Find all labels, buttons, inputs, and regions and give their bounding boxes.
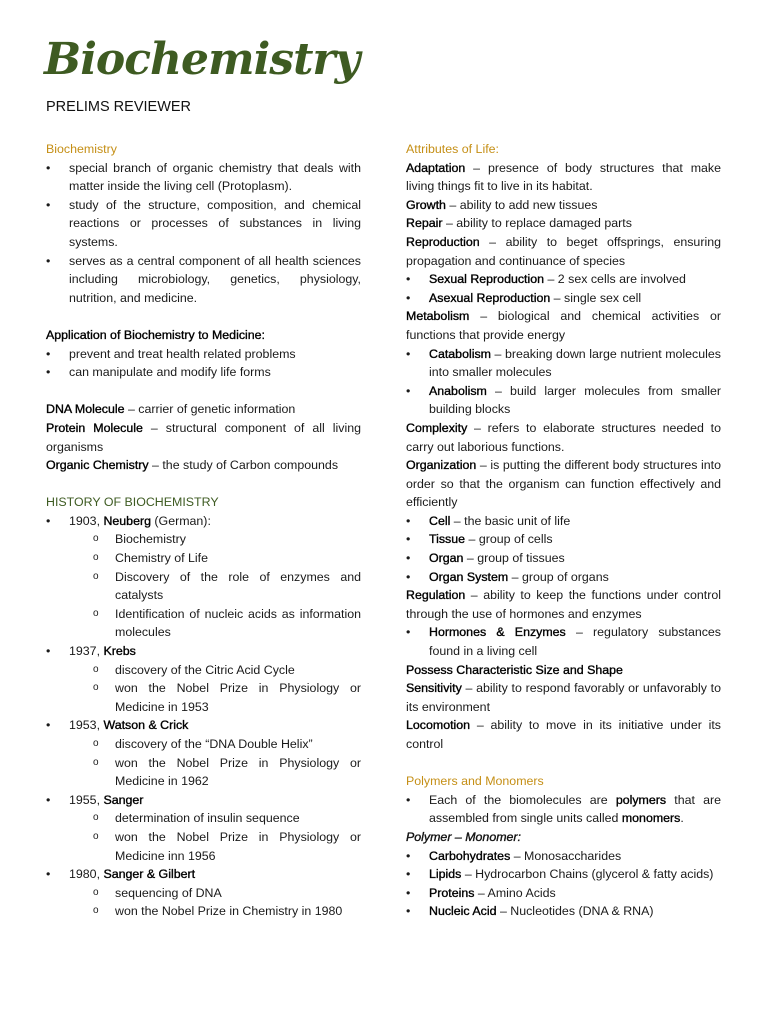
right-column — [406, 140, 721, 921]
list-item: • Organ System – group of organs — [406, 568, 721, 587]
list-item: o Identification of nucleic acids as information molecules — [93, 605, 361, 642]
attribute-organization: Organization – is putting the different body structures into order so that the organism can function effectively and efficiently — [406, 458, 721, 510]
list-item: o won the Nobel Prize in Physiology or Medicine in 1962 — [93, 754, 361, 791]
list-item: • special branch of organic chemistry that deals with matter inside the living cell (Protoplasm). — [46, 159, 361, 196]
history-heading: HISTORY OF BIOCHEMISTRY — [46, 495, 219, 510]
attribute-locomotion: Locomotion – ability to move in its initiative under its control — [406, 718, 721, 751]
list-item: • Anabolism – build larger molecules from smaller building blocks — [406, 382, 721, 419]
list-item: o Discovery of the role of enzymes and catalysts — [93, 568, 361, 605]
polymer-monomer-label: Polymer – Monomer: — [406, 829, 521, 844]
page-subtitle: PRELIMS REVIEWER — [46, 99, 192, 115]
list-item: o Biochemistry — [93, 530, 361, 549]
list-item: • can manipulate and modify life forms — [46, 363, 361, 382]
definition-dna: DNA Molecule – carrier of genetic information — [46, 402, 296, 417]
history-entry: • 1937, Krebs o discovery of the Citric Acid Cycle o won the Nobel Prize in Physiology or Medicine in 1953 — [46, 642, 361, 716]
history-entry: • 1980, Sanger & Gilbert o sequencing of DNA o won the Nobel Prize in Chemistry in 1980 — [46, 865, 361, 921]
list-item: • Sexual Reproduction – 2 sex cells are involved — [406, 270, 721, 289]
list-item: • Lipids – Hydrocarbon Chains (glycerol & fatty acids) — [406, 865, 721, 884]
biochemistry-list — [46, 159, 361, 308]
list-item: • prevent and treat health related problems — [46, 345, 361, 364]
list-item: • Cell – the basic unit of life — [406, 512, 721, 531]
regulation-list — [406, 623, 721, 660]
list-item: o discovery of the “DNA Double Helix” — [93, 735, 361, 754]
list-item: • Hormones & Enzymes – regulatory substances found in a living cell — [406, 623, 721, 660]
attribute-reproduction: Reproduction – ability to beget offsprings, ensuring propagation and continuance of species — [406, 234, 721, 268]
list-item: o Chemistry of Life — [93, 549, 361, 568]
list-item: • Carbohydrates – Monosaccharides — [406, 847, 721, 866]
definition-protein: Protein Molecule – structural component of all living organisms — [46, 420, 361, 454]
polymers-intro-list — [406, 791, 721, 828]
history-entry: • 1955, Sanger o determination of insulin sequence o won the Nobel Prize in Physiology or Medicine inn 1956 — [46, 791, 361, 865]
list-item: • Organ – group of tissues — [406, 549, 721, 568]
metabolism-list — [406, 345, 721, 419]
application-list — [46, 345, 361, 382]
history-list — [46, 512, 361, 921]
reproduction-list — [406, 270, 721, 307]
definition-organic: Organic Chemistry – the study of Carbon compounds — [46, 458, 339, 473]
list-item: • Asexual Reproduction – single sex cell — [406, 289, 721, 308]
attribute-size-shape: Possess Characteristic Size and Shape — [406, 662, 623, 677]
history-entry: • 1903, Neuberg (German): o Biochemistry o Chemistry of Life o Discovery of the role of enzymes and catalysts o Identification of nucleic acids as information molecules — [46, 512, 361, 642]
attribute-complexity: Complexity – refers to elaborate structures needed to carry out laborious functions. — [406, 420, 721, 454]
list-item: • Catabolism – breaking down large nutrient molecules into smaller molecules — [406, 345, 721, 382]
polymer-list — [406, 847, 721, 921]
list-item: o sequencing of DNA — [93, 884, 361, 903]
list-item: o won the Nobel Prize in Chemistry in 1980 — [93, 902, 361, 921]
left-column — [46, 140, 361, 921]
list-item: • Nucleic Acid – Nucleotides (DNA & RNA) — [406, 902, 721, 921]
page-title: Biochemistry — [44, 34, 360, 85]
list-item: o won the Nobel Prize in Physiology or Medicine inn 1956 — [93, 828, 361, 865]
list-item: o discovery of the Citric Acid Cycle — [93, 661, 361, 680]
list-item: o won the Nobel Prize in Physiology or Medicine in 1953 — [93, 679, 361, 716]
list-item: • Proteins – Amino Acids — [406, 884, 721, 903]
list-item: • serves as a central component of all health sciences including microbiology, genetics, physiology, nutrition, and medicine. — [46, 252, 361, 308]
list-item: • Tissue – group of cells — [406, 530, 721, 549]
polymers-heading: Polymers and Monomers — [406, 774, 544, 789]
list-item: o determination of insulin sequence — [93, 809, 361, 828]
attribute-growth: Growth – ability to add new tissues — [406, 197, 598, 212]
attributes-heading: Attributes of Life: — [406, 142, 499, 156]
attribute-sensitivity: Sensitivity – ability to respond favorably or unfavorably to its environment — [406, 681, 721, 714]
list-item: • Each of the biomolecules are polymers that are assembled from single units called monomers. — [406, 791, 721, 828]
biochemistry-heading: Biochemistry — [46, 142, 117, 156]
attribute-metabolism: Metabolism – biological and chemical activities or functions that provide energy — [406, 309, 721, 342]
organization-list — [406, 512, 721, 586]
attribute-adaptation: Adaptation – presence of body structures that make living things fit to live in its habitat. — [406, 160, 721, 194]
history-entry: • 1953, Watson & Crick o discovery of the “DNA Double Helix” o won the Nobel Prize in Physiology or Medicine in 1962 — [46, 716, 361, 790]
application-heading: Application of Biochemistry to Medicine: — [46, 327, 266, 342]
list-item: • study of the structure, composition, and chemical reactions or processes of substances in living systems. — [46, 196, 361, 252]
attribute-regulation: Regulation – ability to keep the functions under control through the use of hormones and enzymes — [406, 588, 721, 621]
attribute-repair: Repair – ability to replace damaged parts — [406, 216, 632, 231]
